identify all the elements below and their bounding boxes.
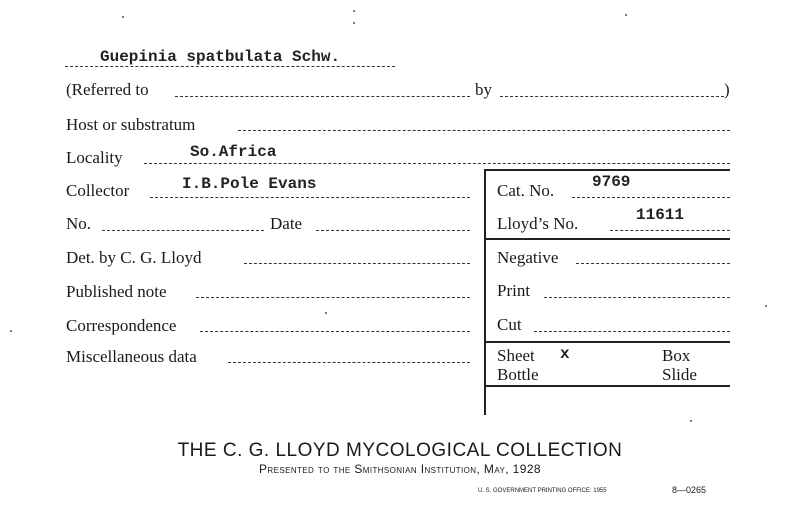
box-left-rule [484,169,486,415]
speck [625,14,627,16]
negative-label: Negative [497,248,559,267]
close-paren: ) [724,80,730,99]
locality-value: So.Africa [190,143,277,161]
cat-no-value: 9769 [592,173,631,191]
det-by-line [244,263,470,264]
sheet-mark: x [560,345,570,363]
speck [122,16,124,18]
no-line [102,230,264,231]
box-top-rule [484,169,730,171]
speck [325,312,327,314]
collector-line [150,197,470,198]
lloyds-no-line [610,230,730,231]
date-label: Date [270,214,303,233]
speck [765,305,767,307]
locality-line [144,163,730,164]
lloyds-no-value: 11611 [636,206,685,224]
by-line [500,96,724,97]
sheet-label: Sheet [497,346,535,365]
cut-label: Cut [497,315,522,334]
host-label: Host or substratum [66,115,196,134]
species-line [65,66,395,67]
slide-label: Slide [662,365,697,384]
correspondence-label: Correspondence [66,316,177,335]
bottle-label: Bottle [497,365,539,384]
collection-subtitle: Presented to the Smithsonian Institution, May, 1928 [259,462,541,476]
published-note-line [196,297,470,298]
referred-to-label: (Referred to [66,80,149,99]
by-label: by [475,80,492,99]
box-label: Box [662,346,691,365]
misc-data-label: Miscellaneous data [66,347,197,366]
box-bottom-rule [484,385,730,387]
cut-line [534,331,730,332]
print-line [544,297,730,298]
referred-to-line [175,96,470,97]
collector-value: I.B.Pole Evans [182,175,317,193]
misc-data-line [228,362,470,363]
speck [690,420,692,422]
collector-label: Collector [66,181,130,200]
species-name: Guepinia spatbulata Schw. [100,48,341,66]
locality-label: Locality [66,148,123,167]
lloyds-no-label: Lloyd’s No. [497,214,579,233]
box-lower-rule [484,341,730,343]
cat-no-line [572,197,730,198]
print-label: Print [497,281,531,300]
collection-title: THE C. G. LLOYD MYCOLOGICAL COLLECTION [177,440,623,461]
speck [10,330,12,332]
no-label: No. [66,214,92,233]
printer-imprint: U. S. GOVERNMENT PRINTING OFFICE: 1955 [478,488,607,494]
negative-line [576,263,730,264]
speck [353,10,355,12]
cat-no-label: Cat. No. [497,181,555,200]
date-line [316,230,470,231]
published-note-label: Published note [66,282,167,301]
det-by-label: Det. by C. G. Lloyd [66,248,202,267]
speck [353,22,355,24]
correspondence-line [200,331,470,332]
form-number: 8—0265 [672,485,707,495]
host-line [238,130,730,131]
box-mid-rule [484,238,730,240]
